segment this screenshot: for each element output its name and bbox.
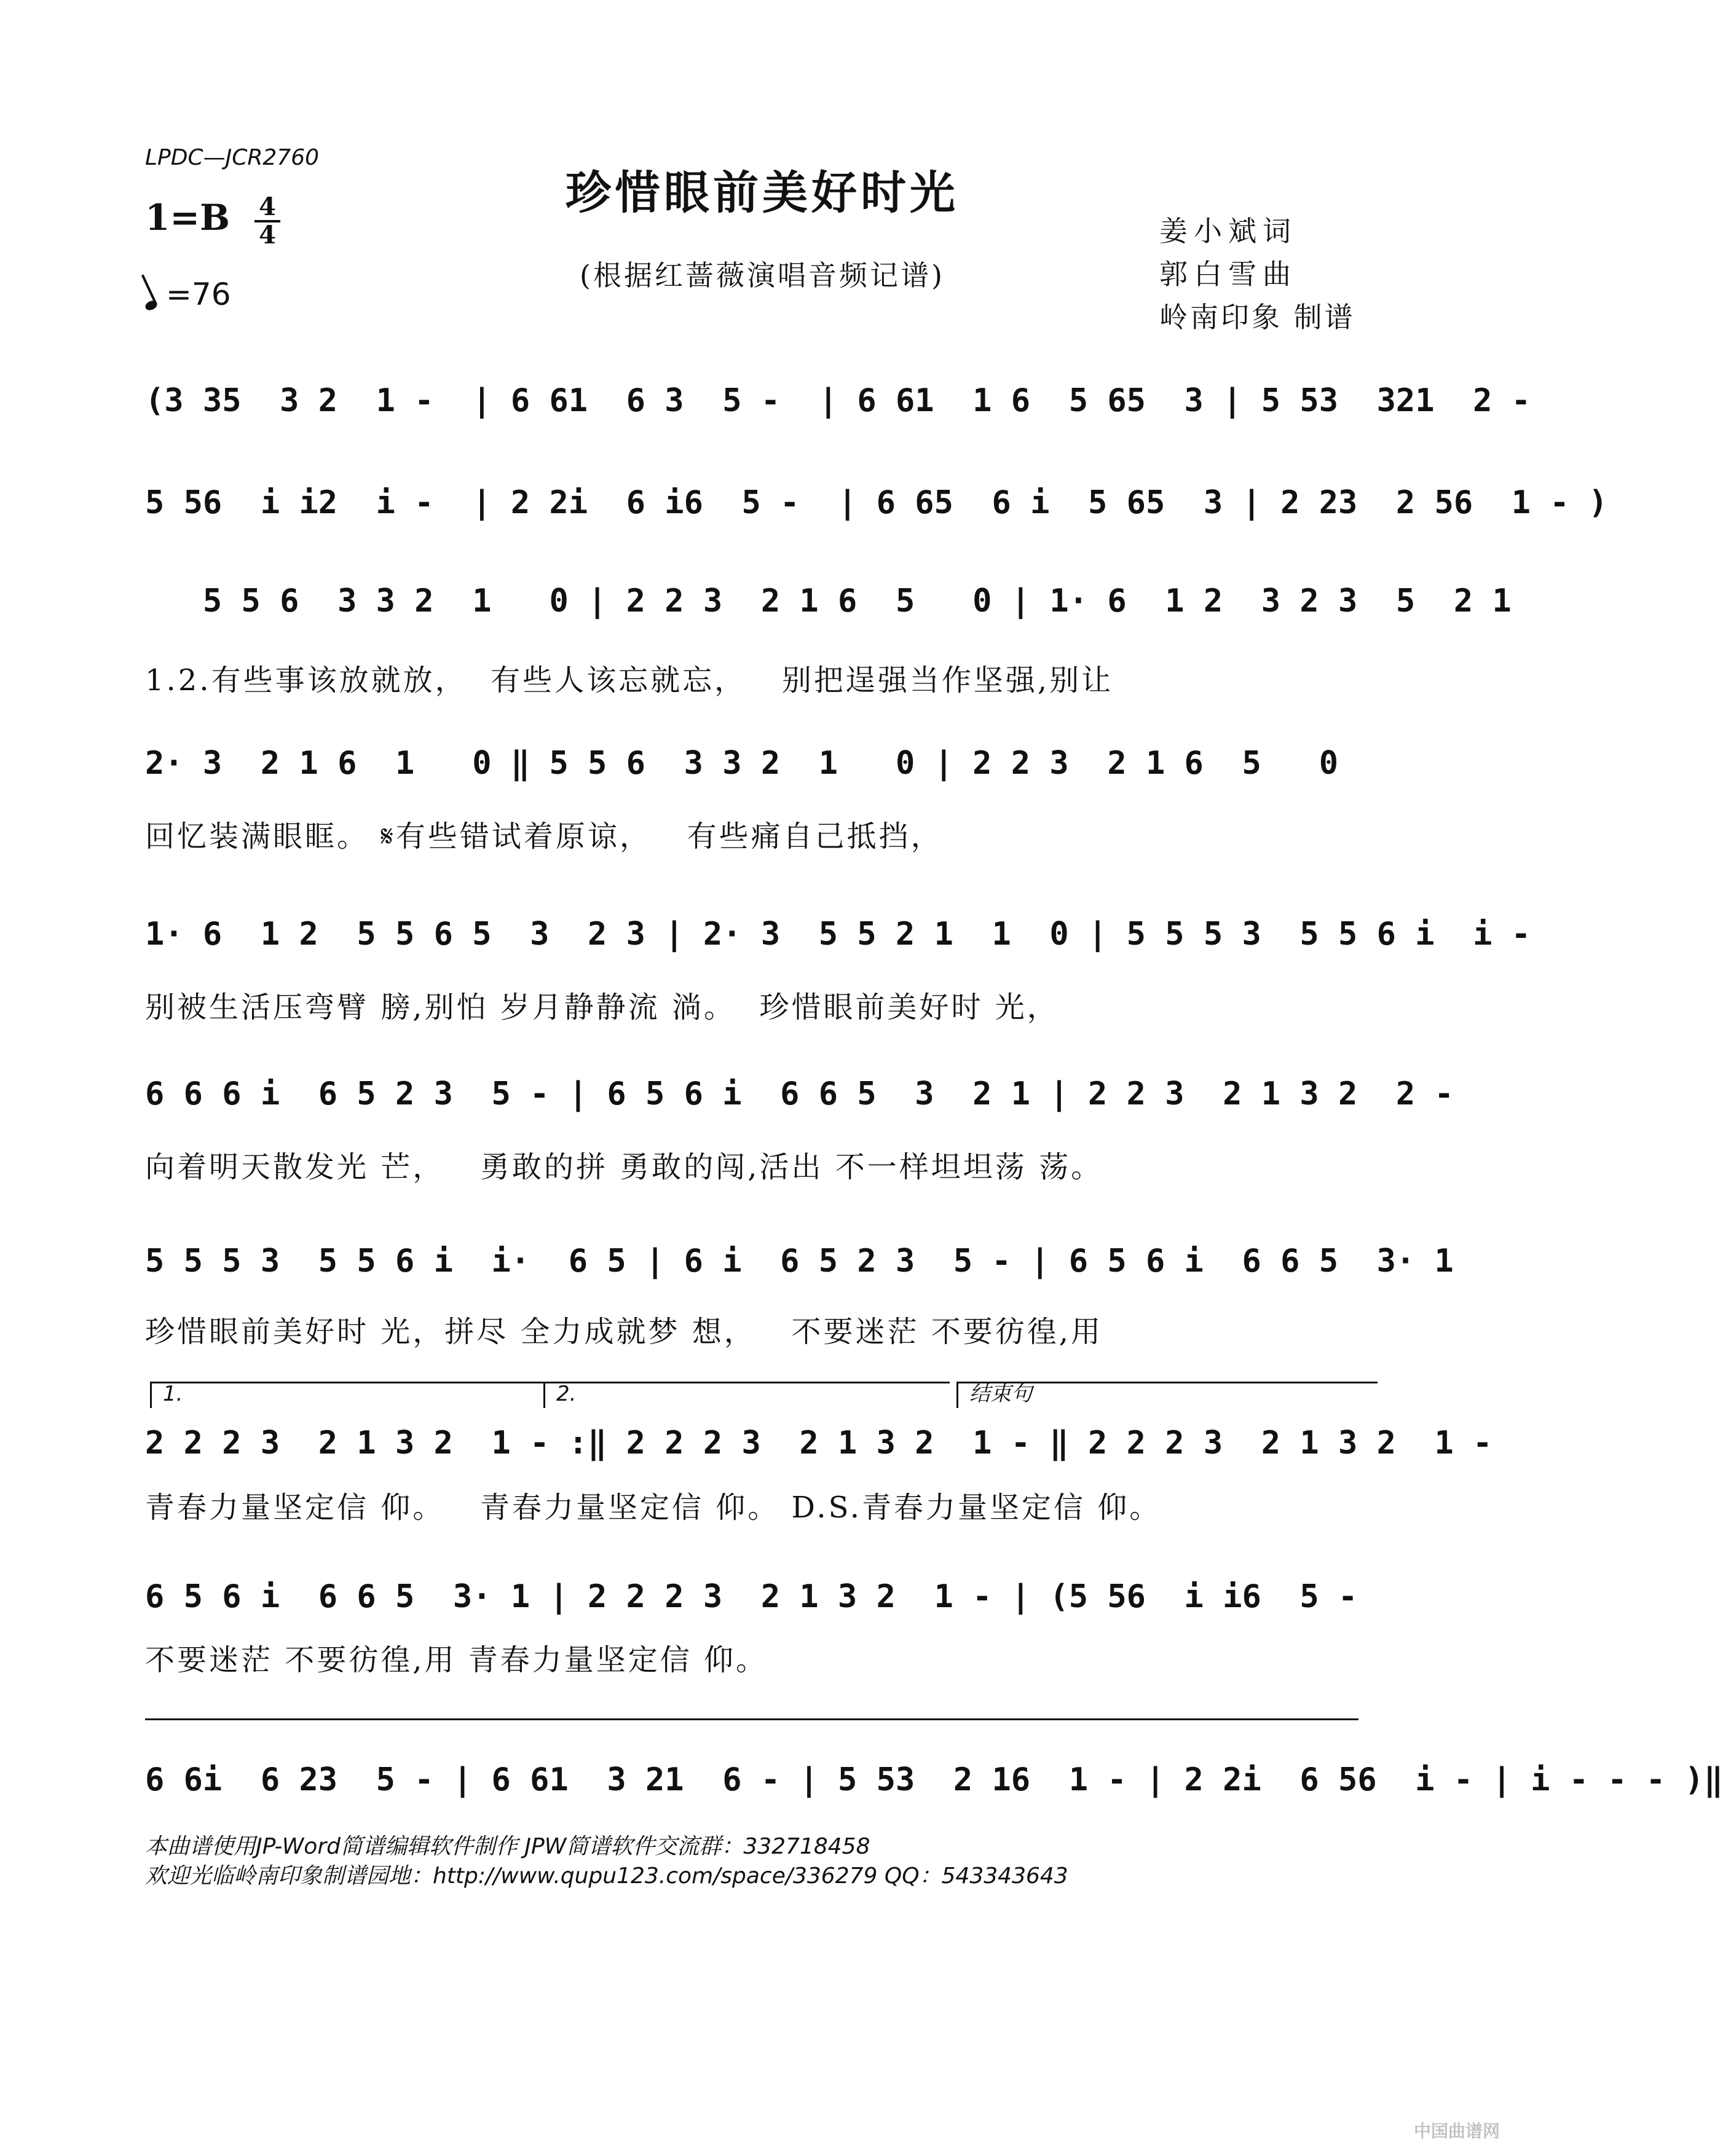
score-system-9: 6 5 6 i 6 6 5 3· 1 | 2 2 2 3 2 1 3 2 1 - | (5 56 i i6 5 - bbox=[145, 1578, 1358, 1615]
watermark-logo: 中国曲谱网 bbox=[1413, 2121, 1500, 2141]
lyrics-line-6: 向着明天散发光 芒， 勇敢的拼 勇敢的闯,活出 不一样坦坦荡 荡。 bbox=[145, 1150, 1103, 1184]
footer-line-2: 欢迎光临岭南印象制谱园地：http://www.qupu123.com/space/336279 QQ：543343643 bbox=[145, 1863, 1068, 1889]
volta-ending: 结束句 bbox=[956, 1382, 1378, 1408]
quarter-note-icon bbox=[144, 299, 159, 312]
song-title: 珍惜眼前美好时光 bbox=[566, 167, 959, 219]
transcriber-credit: 岭南印象 制谱 bbox=[1159, 301, 1355, 334]
divider-rule bbox=[145, 1718, 1358, 1720]
score-code: LPDC—JCR2760 bbox=[145, 145, 320, 170]
key-signature: 1=B bbox=[145, 197, 230, 238]
composer-credit: 郭白雪曲 bbox=[1159, 258, 1297, 291]
lyrics-line-4: 回忆装满眼眶。 𝄋有些错试着原谅， 有些痛自己抵挡， bbox=[145, 819, 943, 854]
score-system-10: 6 6i 6 23 5 - | 6 61 3 21 6 - | 5 53 2 16 1 - | 2 2i 6 56 i - | i - - - )‖ bbox=[145, 1761, 1723, 1798]
lyrics-line-7: 珍惜眼前美好时 光，拼尽 全力成就梦 想， 不要迷茫 不要彷徨,用 bbox=[145, 1315, 1103, 1349]
time-sig-bottom: 4 bbox=[259, 221, 276, 250]
score-system-4: 2· 3 2 1 6 1 0 ‖ 5 5 6 3 3 2 1 0 | 2 2 3 2 1 6 5 0 bbox=[145, 745, 1339, 782]
volta-2: 2. bbox=[543, 1382, 950, 1408]
tempo-value: =76 bbox=[166, 277, 231, 312]
lyrics-line-5: 别被生活压弯臂 膀,别怕 岁月静静流 淌。 珍惜眼前美好时 光， bbox=[145, 990, 1059, 1025]
tempo-marking bbox=[145, 277, 231, 312]
volta-1: 1. bbox=[150, 1382, 544, 1408]
score-system-1: (3 35 3 2 1 - | 6 61 6 3 5 - | 6 61 1 6 5 65 3 | 5 53 321 2 - bbox=[145, 382, 1531, 419]
song-subtitle: (根据红蔷薇演唱音频记谱) bbox=[580, 259, 945, 292]
lyrics-line-9: 不要迷茫 不要彷徨,用 青春力量坚定信 仰。 bbox=[145, 1643, 768, 1677]
score-system-5: 1· 6 1 2 5 5 6 5 3 2 3 | 2· 3 5 5 2 1 1 0 | 5 5 5 3 5 5 6 i i - bbox=[145, 916, 1531, 953]
score-system-2: 5 56 i i2 i - | 2 2i 6 i6 5 - | 6 65 6 i 5 65 3 | 2 23 2 56 1 - ) bbox=[145, 484, 1608, 521]
footer-line-1: 本曲谱使用JP-Word简谱编辑软件制作 JPW简谱软件交流群：332718458 bbox=[145, 1834, 870, 1859]
score-system-6: 6 6 6 i 6 5 2 3 5 - | 6 5 6 i 6 6 5 3 2 1 | 2 2 3 2 1 3 2 2 - bbox=[145, 1076, 1454, 1112]
score-system-8: 2 2 2 3 2 1 3 2 1 - :‖ 2 2 2 3 2 1 3 2 1 - ‖ 2 2 2 3 2 1 3 2 1 - bbox=[145, 1425, 1492, 1462]
lyricist-credit: 姜小斌词 bbox=[1159, 214, 1297, 248]
time-signature bbox=[252, 194, 283, 248]
time-sig-top: 4 bbox=[259, 192, 276, 221]
lyrics-line-3: 1.2.有些事该放就放， 有些人该忘就忘， 别把逞强当作坚强,别让 bbox=[145, 663, 1114, 698]
score-system-3: 5 5 6 3 3 2 1 0 | 2 2 3 2 1 6 5 0 | 1· 6 1 2 3 2 3 5 2 1 bbox=[145, 583, 1512, 620]
score-system-7: 5 5 5 3 5 5 6 i i· 6 5 | 6 i 6 5 2 3 5 - | 6 5 6 i 6 6 5 3· 1 bbox=[145, 1243, 1454, 1280]
lyrics-line-8: 青春力量坚定信 仰。 青春力量坚定信 仰。 D.S.青春力量坚定信 仰。 bbox=[145, 1490, 1162, 1525]
